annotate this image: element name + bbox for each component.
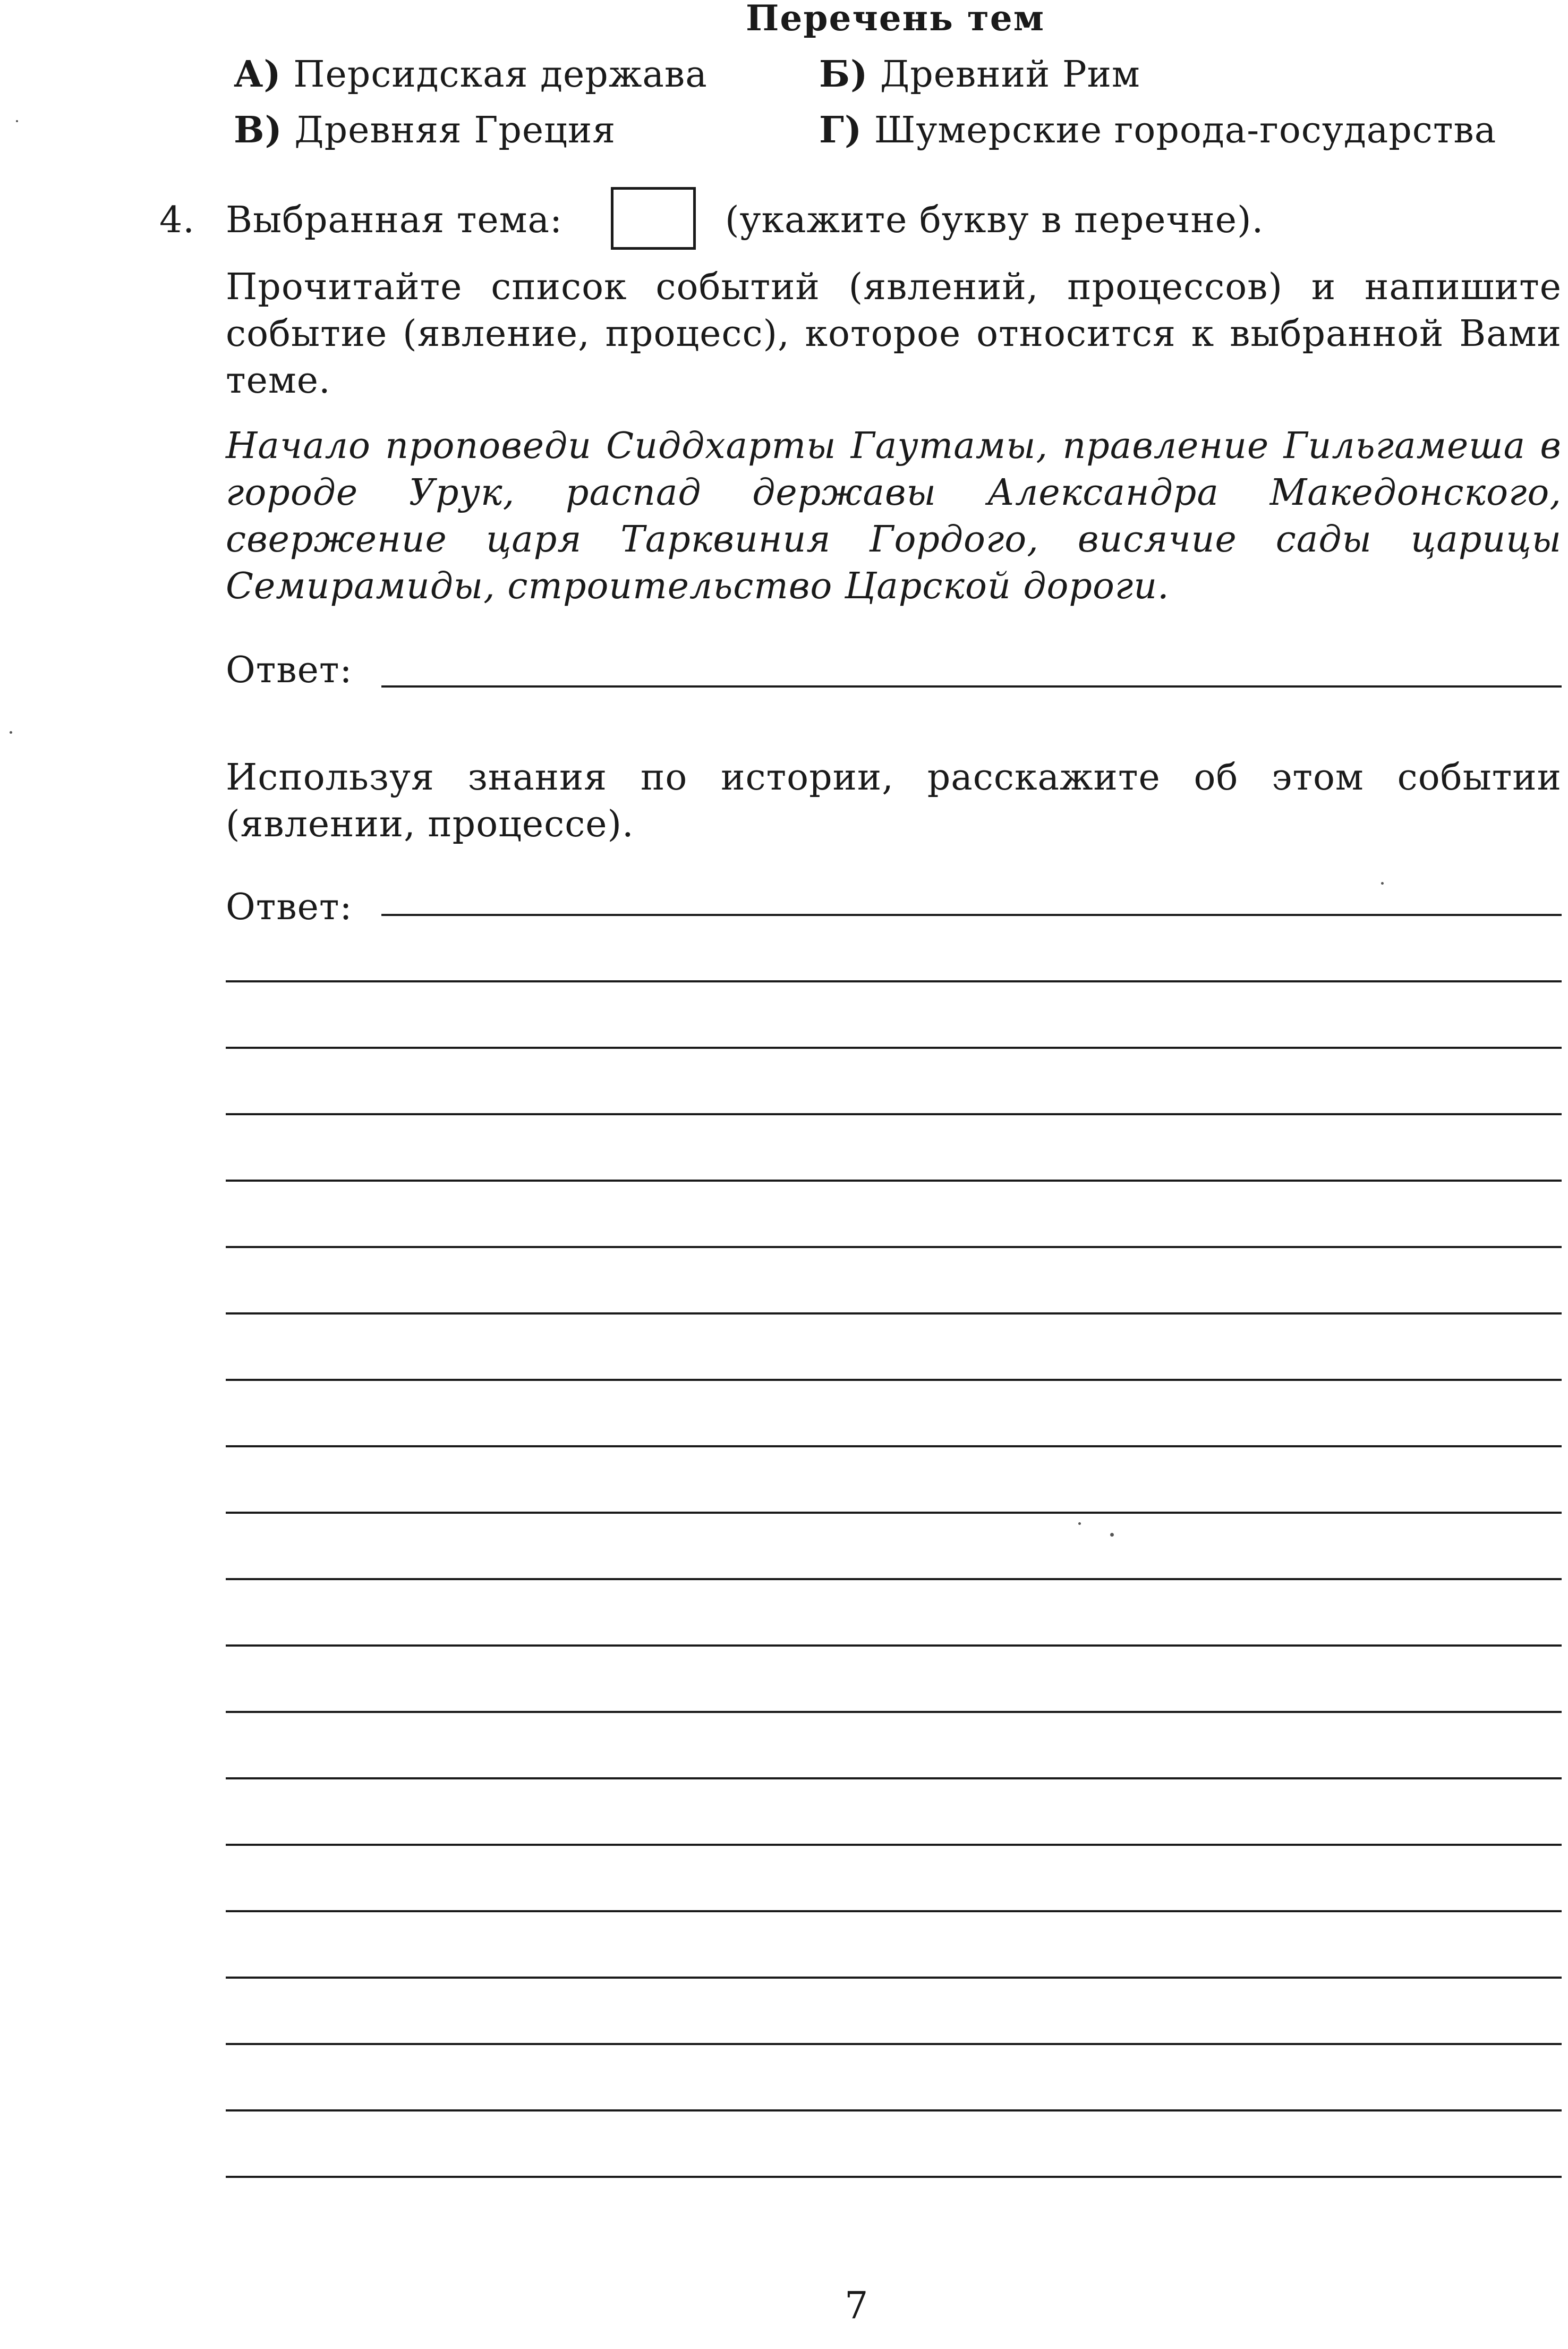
story-prompt: Используя знания по истории, расскажите об этом событии (явлении, процессе).: [226, 757, 1562, 845]
topic-option-letter: А): [234, 53, 282, 96]
writing-line[interactable]: [226, 1113, 1562, 1115]
topic-option-label: Персидская держава: [293, 54, 708, 96]
writing-line[interactable]: [226, 1777, 1562, 1779]
topic-option-label: Шумерские города-государства: [874, 109, 1497, 151]
scan-speck: [10, 731, 12, 734]
writing-line[interactable]: [226, 2043, 1562, 2045]
writing-line[interactable]: [226, 1844, 1562, 1846]
writing-line[interactable]: [226, 1445, 1562, 1447]
page-number: 7: [845, 2284, 869, 2327]
writing-line[interactable]: [226, 1910, 1562, 1912]
chosen-topic-answer-box[interactable]: [611, 187, 696, 250]
topics-heading: Перечень тем: [746, 0, 1045, 39]
writing-line[interactable]: [226, 2109, 1562, 2111]
topic-option-letter: Г): [819, 109, 863, 151]
writing-line[interactable]: [226, 1379, 1562, 1381]
topic-option-a: [234, 51, 708, 98]
writing-line[interactable]: [226, 980, 1562, 982]
answer-label: Ответ:: [226, 649, 353, 691]
topic-option-label: Древняя Греция: [294, 109, 616, 151]
writing-line[interactable]: [226, 2176, 1562, 2178]
topic-option-letter: Б): [819, 53, 868, 96]
topic-option-letter: В): [234, 109, 283, 151]
topic-option-v: [234, 107, 616, 154]
scan-speck: [16, 120, 18, 122]
writing-line[interactable]: [226, 1977, 1562, 1979]
chosen-topic-hint: (укажите букву в перечне).: [725, 199, 1264, 241]
answer-line[interactable]: [381, 685, 1562, 688]
events-list: Начало проповеди Сиддхарты Гаутамы, правление Гильгамеша в городе Урук, распад державы Александра Македонского, свержение царя Тарквиния Гордого, висячие сады царицы Семирамиды, строительство Царской дороги.: [226, 425, 1562, 607]
writing-line[interactable]: [226, 1644, 1562, 1647]
topic-option-label: Древний Рим: [880, 54, 1140, 96]
topic-option-g: [819, 107, 1496, 154]
task-number: 4.: [159, 199, 195, 241]
writing-line[interactable]: [226, 1180, 1562, 1182]
writing-line[interactable]: [226, 1047, 1562, 1049]
story-answer-line[interactable]: [381, 914, 1562, 916]
scan-speck: [1078, 1522, 1081, 1525]
writing-line[interactable]: [226, 1246, 1562, 1248]
scan-speck: [1110, 1533, 1114, 1537]
task-instruction: Прочитайте список событий (явлений, процессов) и напишите событие (явление, процесс), которое относится к выбранной Вами теме.: [226, 266, 1562, 402]
story-answer-label: Ответ:: [226, 886, 353, 928]
scan-speck: [1381, 882, 1384, 885]
writing-line[interactable]: [226, 1711, 1562, 1713]
writing-line[interactable]: [226, 1312, 1562, 1315]
writing-line[interactable]: [226, 1512, 1562, 1514]
chosen-topic-label: Выбранная тема:: [226, 199, 563, 241]
topic-option-b: [819, 51, 1140, 98]
writing-line[interactable]: [226, 1578, 1562, 1580]
